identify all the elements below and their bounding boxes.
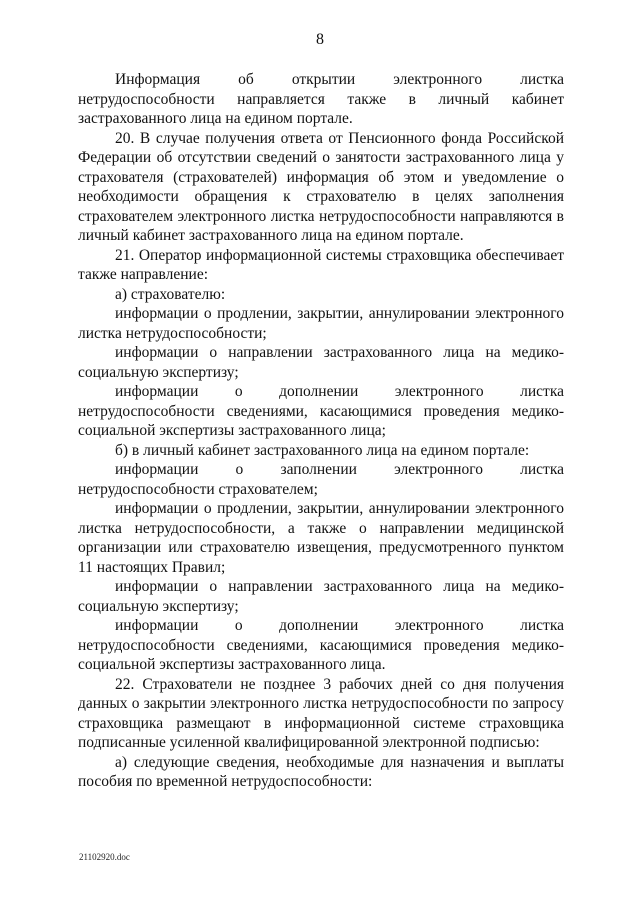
document-file-code: 21102920.doc [79, 852, 130, 862]
paragraph: 20. В случае получения ответа от Пенсионного фонда Российской Федерации об отсутствии сведений о занятости застрахованного лица у страхователя (страхователей) информация об этом и уведомление о необходимости обращения к страхователю в целях заполнения страхователем электронного листка нетрудоспособности направляются в личный кабинет застрахованного лица на едином портале. [78, 129, 564, 244]
paragraph: Информация об открытии электронного листка нетрудоспособности направляется также в личный кабинет застрахованного лица на едином портале. [78, 71, 564, 127]
paragraph: 22. Страхователи не позднее 3 рабочих дней со дня получения данных о закрытии электронного листка нетрудоспособности по запросу страховщика размещают в информационной системе страховщика подписанные усиленной квалифицированной электронной подписью: [78, 675, 564, 751]
paragraph: информации о направлении застрахованного лица на медико-социальную экспертизу; [78, 344, 564, 381]
paragraph: информации о продлении, закрытии, аннулировании электронного листка нетрудоспособности, а также о направлении медицинской организации или страхователю извещения, предусмотренного пунктом 11 настоящих Правил; [78, 500, 564, 576]
document-body [78, 70, 564, 792]
paragraph: информации о заполнении электронного листка нетрудоспособности страхователем; [78, 461, 564, 498]
paragraph: а) страхователю: [115, 285, 226, 303]
paragraph: информации о дополнении электронного листка нетрудоспособности сведениями, касающимися проведения медико-социальной экспертизы застрахованного лица; [78, 383, 564, 439]
page-number: 8 [316, 31, 324, 48]
paragraph: информации о направлении застрахованного лица на медико-социальную экспертизу; [78, 578, 564, 615]
paragraph: 21. Оператор информационной системы страховщика обеспечивает также направление: [78, 246, 564, 283]
paragraph: б) в личный кабинет застрахованного лица на едином портале: [115, 441, 530, 459]
paragraph: а) следующие сведения, необходимые для назначения и выплаты пособия по временной нетрудоспособности: [78, 753, 564, 790]
paragraph: информации о дополнении электронного листка нетрудоспособности сведениями, касающимися проведения медико-социальной экспертизы застрахованного лица. [78, 617, 564, 673]
paragraph: информации о продлении, закрытии, аннулировании электронного листка нетрудоспособности; [78, 305, 564, 342]
